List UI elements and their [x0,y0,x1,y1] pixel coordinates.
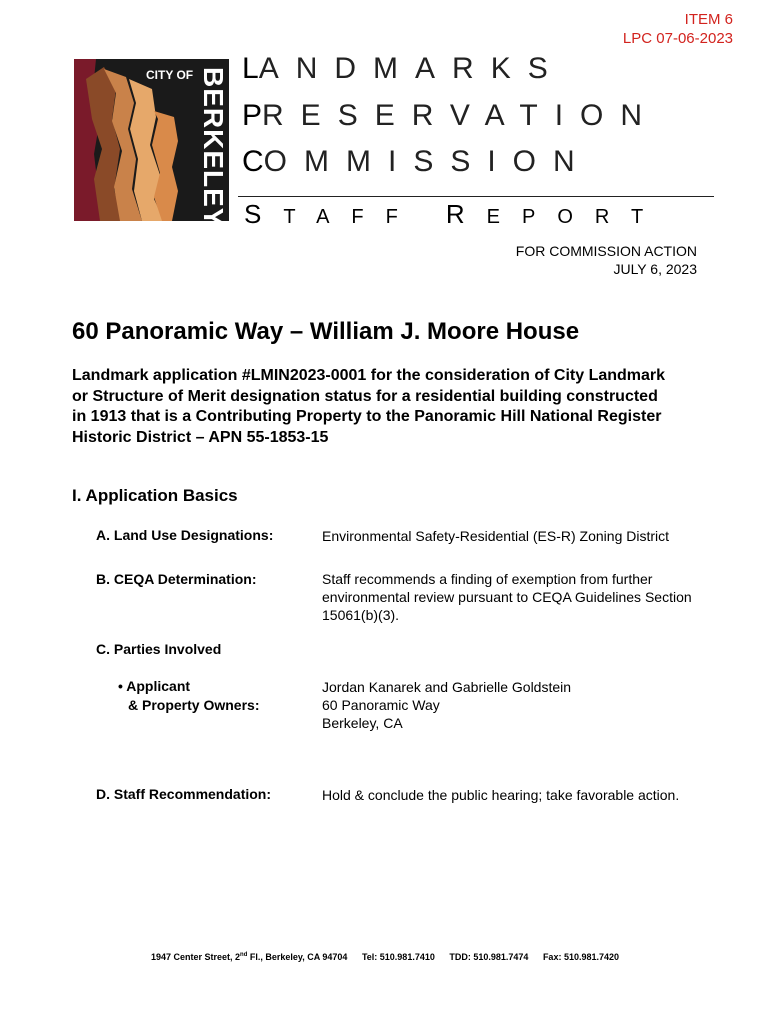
city-of-berkeley-logo [74,59,229,221]
property-owners-label: & Property Owners: [128,697,260,713]
item-number: ITEM 6 [684,11,733,28]
header-rule [238,196,714,197]
applicant-names: Jordan Kanarek and Gabrielle Goldstein [322,679,572,695]
application-description: Landmark application #LMIN2023-0001 for the consideration of City Landmark or Structure of Merit designation status for a residential building constructed in 1913 that is a Contributing Property to the Panoramic Hill National Register Historic District – APN 55-1853-15 [72,367,666,446]
staff-recommendation-label: D. Staff Recommendation: [96,786,272,802]
item-tag [623,10,733,48]
lpc-date: LPC 07-06-2023 [622,30,733,47]
section-heading: I. Application Basics [72,486,238,505]
commission-line-commission: COMMISSION [242,145,592,178]
footer-tdd: TDD: 510.981.7474 [449,952,529,962]
page-title: 60 Panoramic Way – William J. Moore House [72,318,580,345]
logo-city-of-text: CITY OF [146,68,194,82]
footer-address: 1947 Center Street, 2nd Fl., Berkeley, CA 94704 [150,952,348,962]
footer-fax: Fax: 510.981.7420 [542,952,619,962]
applicant-city: Berkeley, CA [322,715,403,731]
action-line: FOR COMMISSION ACTION [515,243,697,259]
logo-berkeley-text: BERKELEY [198,67,229,221]
land-use-label: A. Land Use Designations: [96,527,274,543]
applicant-address: 60 Panoramic Way [322,697,440,713]
action-date: JULY 6, 2023 [613,261,697,277]
commission-line-preservation: PRESERVATION [242,99,660,132]
footer-contact [0,952,770,962]
staff-report-heading: STAFF REPORT [244,199,666,229]
ceqa-label: B. CEQA Determination: [96,571,257,587]
footer-tel: Tel: 510.981.7410 [361,952,435,962]
parties-label: C. Parties Involved [96,641,222,657]
commission-action-note [516,242,697,278]
staff-recommendation-value: Hold & conclude the public hearing; take favorable action. [322,787,680,803]
berkeley-seal-icon [74,59,229,221]
commission-line-landmarks: LANDMARKS [242,52,565,85]
applicant-label: • Applicant [118,678,191,694]
land-use-value: Environmental Safety-Residential (ES-R) Zoning District [322,528,670,544]
ceqa-value: Staff recommends a finding of exemption from further environmental review pursuant to CEQA Guidelines Section 15061(b)(3). [322,571,692,623]
